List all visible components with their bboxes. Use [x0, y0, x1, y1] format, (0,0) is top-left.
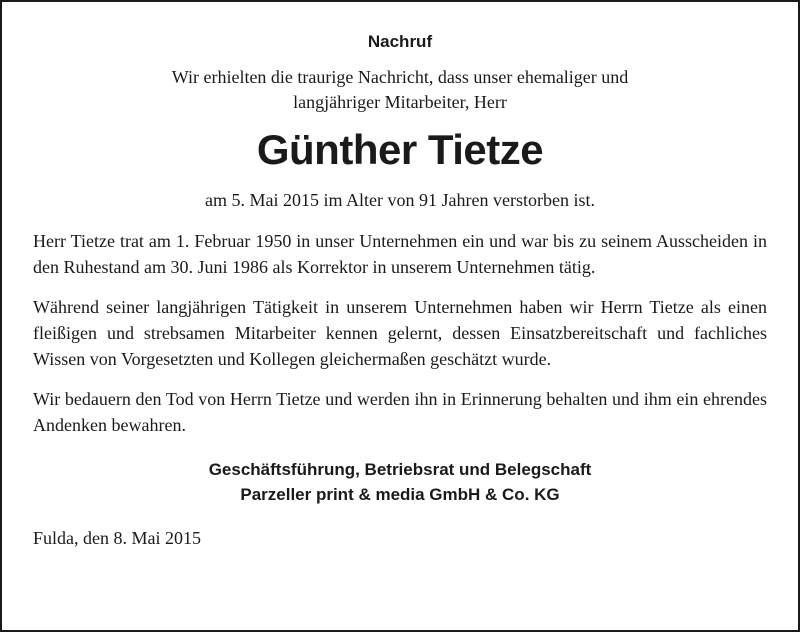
- deceased-name: Günther Tietze: [256, 126, 544, 173]
- obituary-heading: Nachruf: [367, 32, 433, 51]
- death-line: am 5. Mai 2015 im Alter von 91 Jahren verstorben ist.: [205, 190, 595, 210]
- paragraph-appreciation: Während seiner langjährigen Tätigkeit in unserem Unternehmen haben wir Herrn Tietze als einen fleißigen und strebsamen Mitarbeiter kennen gelernt, dessen Einsatzbereitschaft und fachliches Wissen von Vorgesetzten und Kollegen gleichermaßen geschätzt wurde.: [33, 297, 767, 369]
- place-date: Fulda, den 8. Mai 2015: [33, 528, 201, 548]
- signature-line-1: Geschäftsführung, Betriebsrat und Belegschaft: [208, 460, 592, 479]
- intro-line-2: langjähriger Mitarbeiter, Herr: [293, 92, 507, 112]
- obituary-content: [33, 30, 767, 551]
- intro-text: [33, 65, 767, 115]
- paragraph-career: Herr Tietze trat am 1. Februar 1950 in unser Unternehmen ein und war bis zu seinem Ausscheiden in den Ruhestand am 30. Juni 1986 als Korrektor in unserem Unternehmen tätig.: [33, 231, 767, 277]
- intro-line-1: Wir erhielten die traurige Nachricht, dass unser ehemaliger und: [171, 67, 629, 87]
- signature-line-2: Parzeller print & media GmbH & Co. KG: [240, 485, 560, 504]
- paragraph-remembrance: Wir bedauern den Tod von Herrn Tietze und werden ihn in Erinnerung behalten und ihm ein ehrendes Andenken bewahren.: [33, 389, 767, 435]
